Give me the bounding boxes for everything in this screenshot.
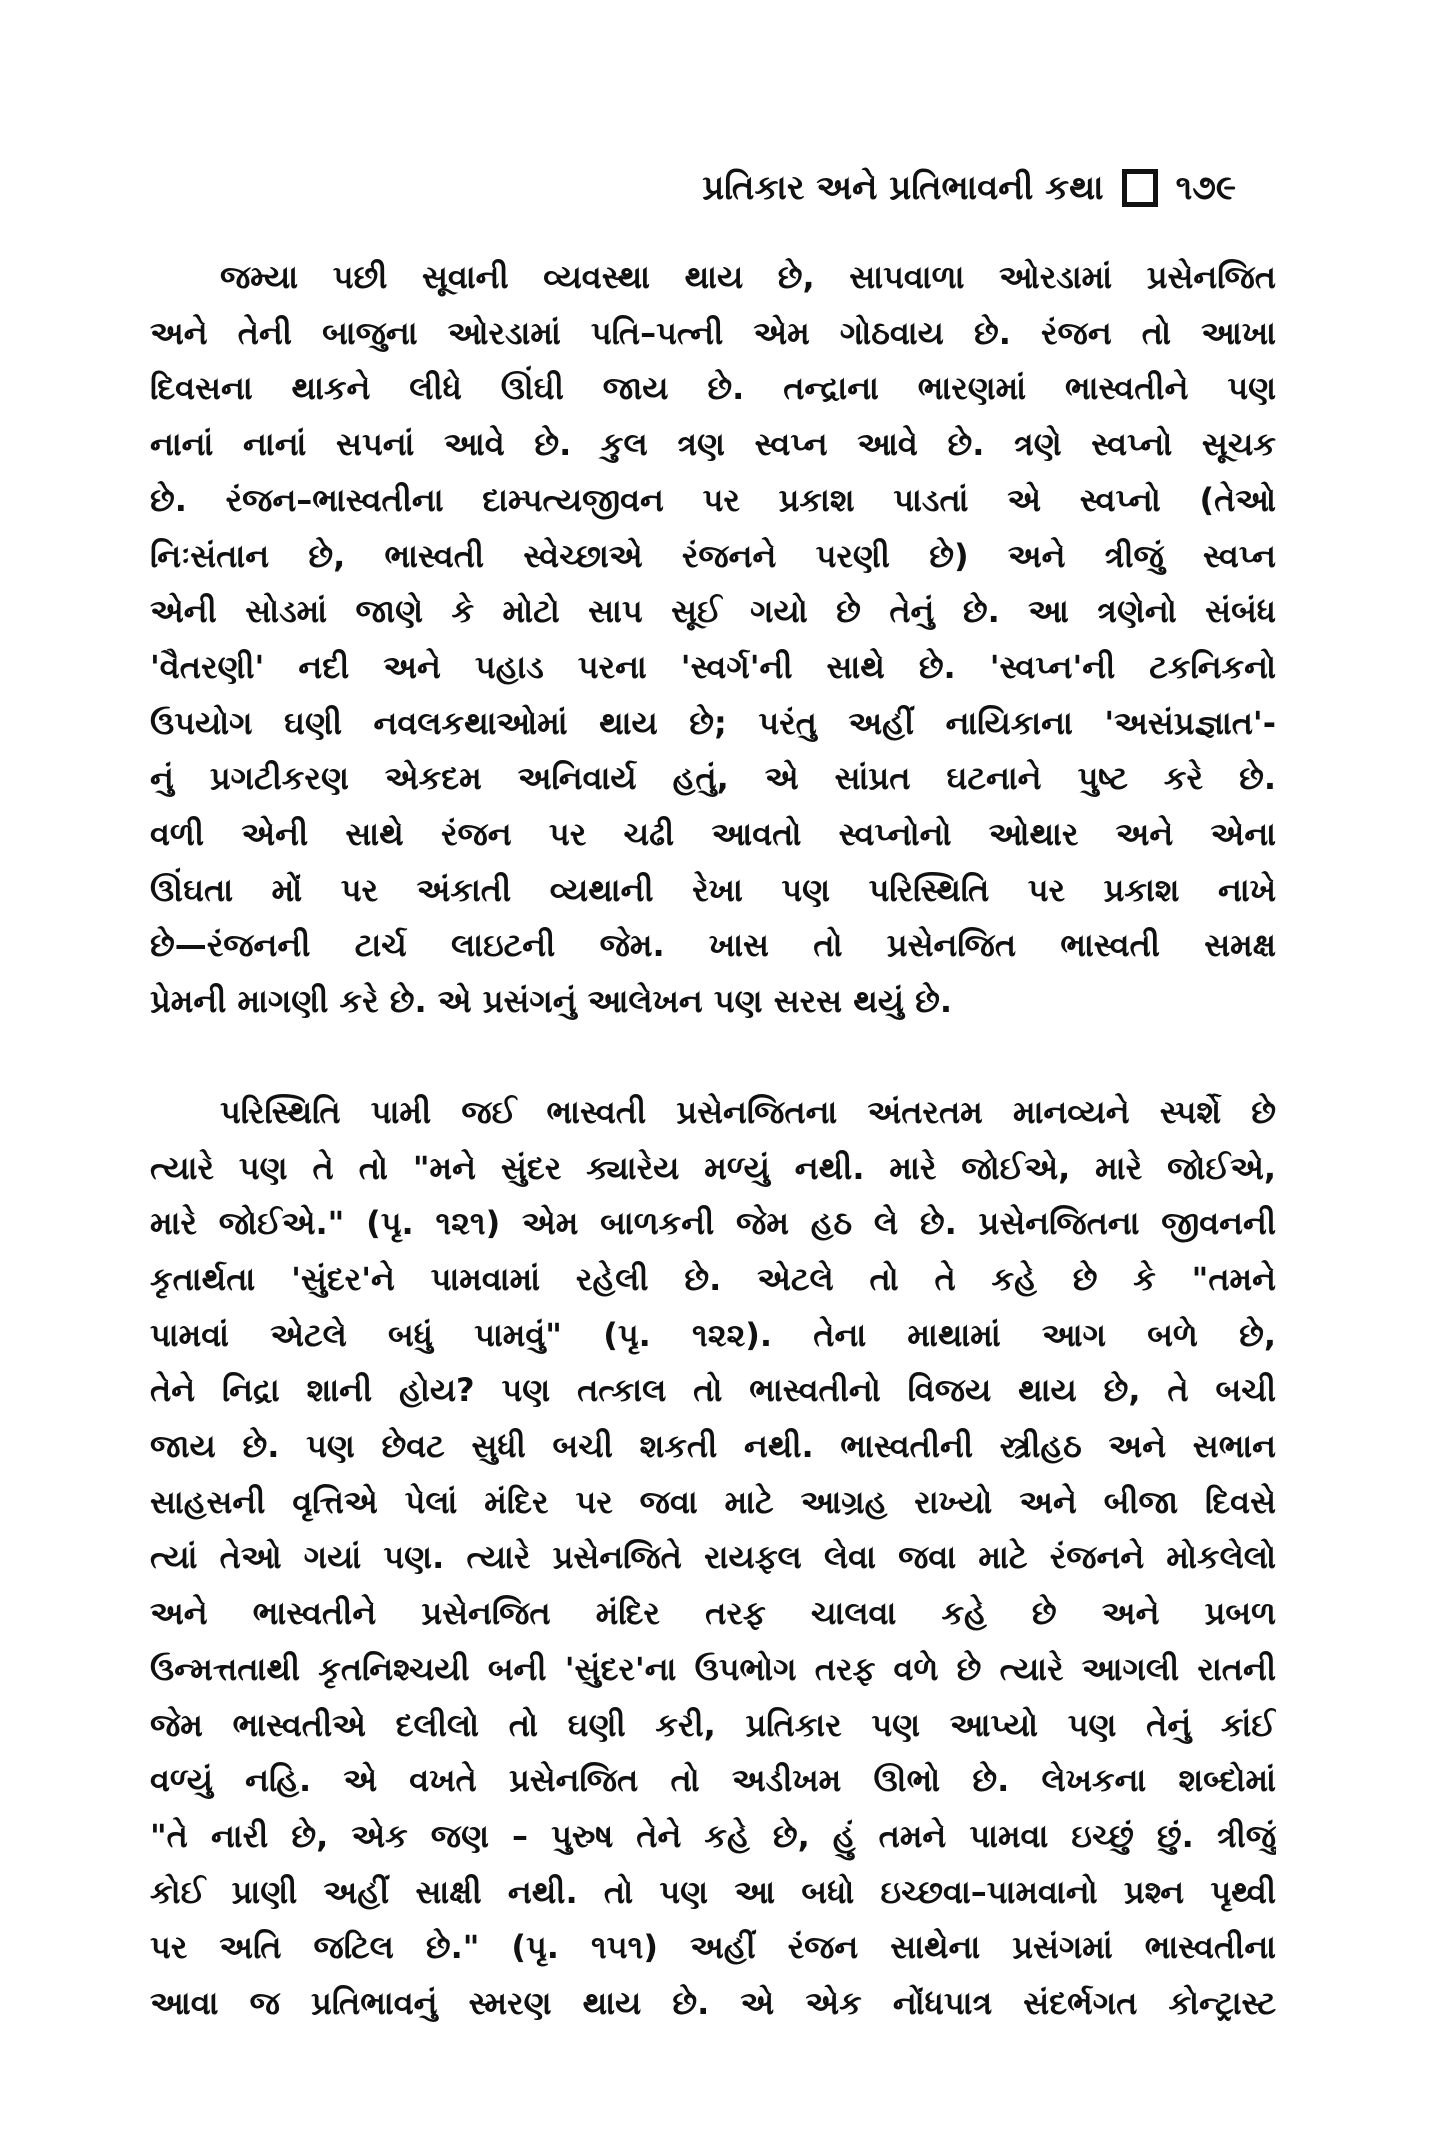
text-line: છે. રંજન–ભાસ્વતીના દામ્પત્યજીવન પર પ્રકાશ પાડતાં એ સ્વપ્નો (તેઓ bbox=[150, 480, 1276, 519]
text-line: નાનાં નાનાં સપનાં આવે છે. કુલ ત્રણ સ્વપ્ન આવે છે. ત્રણે સ્વપ્નો સૂચક bbox=[150, 425, 1276, 464]
text-line: ત્યારે પણ તે તો "મને સુંદર ક્યારેય મળ્યું નથી. મારે જોઈએ, મારે જોઈએ, bbox=[150, 1148, 1276, 1187]
text-line: નું પ્રગટીકરણ એકદમ અનિવાર્ય હતું, એ સાંપ્રત ઘટનાને પુષ્ટ કરે છે. bbox=[150, 759, 1276, 798]
text-line: જાય છે. પણ છેવટ સુધી બચી શકતી નથી. ભાસ્વતીની સ્ત્રીહઠ અને સભાન bbox=[150, 1427, 1276, 1466]
page-number: ૧૭૯ bbox=[1175, 168, 1236, 208]
paragraph-2 bbox=[150, 1085, 1276, 2032]
text-line: પામવાં એટલે બધું પામવું" (પૃ. ૧૨૨). તેના માથામાં આગ બળે છે, bbox=[150, 1315, 1276, 1354]
text-line: ઉન્મત્તતાથી કૃતનિશ્ચયી બની 'સુંદર'ના ઉપભોગ તરફ વળે છે ત્યારે આગલી રાતની bbox=[150, 1649, 1276, 1688]
text-line: નિઃસંતાન છે, ભાસ્વતી સ્વેચ્છાએ રંજનને પરણી છે) અને ત્રીજું સ્વપ્ન bbox=[150, 536, 1276, 575]
paragraph-1 bbox=[150, 250, 1276, 1030]
text-line: દિવસના થાકને લીધે ઊંઘી જાય છે. તન્દ્રાના ભારણમાં ભાસ્વતીને પણ bbox=[150, 369, 1276, 408]
text-line: પ્રેમની માગણી કરે છે. એ પ્રસંગનું આલેખન પણ સરસ થયું છે. bbox=[150, 982, 953, 1021]
text-line: સાહસની વૃત્તિએ પેલાં મંદિર પર જવા માટે આગ્રહ રાખ્યો અને બીજા દિવસે bbox=[150, 1482, 1276, 1521]
text-line: ત્યાં તેઓ ગયાં પણ. ત્યારે પ્રસેનજિતે રાયફલ લેવા જવા માટે રંજનને મોકલેલો bbox=[150, 1538, 1276, 1577]
text-line: પરિસ્થિતિ પામી જઈ ભાસ્વતી પ્રસેનજિતના અંતરતમ માનવ્યને સ્પર્શે છે bbox=[220, 1092, 1276, 1131]
running-title: પ્રતિકાર અને પ્રતિભાવની કથા bbox=[702, 168, 1104, 208]
text-line: ઊંઘતા મોં પર અંકાતી વ્યથાની રેખા પણ પરિસ્થિતિ પર પ્રકાશ નાખે bbox=[150, 870, 1276, 909]
text-line: અને તેની બાજુના ઓરડામાં પતિ–પત્ની એમ ગોઠવાય છે. રંજન તો આખા bbox=[150, 313, 1276, 352]
text-line: કૃતાર્થતા 'સુંદર'ને પામવામાં રહેલી છે. એટલે તો તે કહે છે કે "તમને bbox=[150, 1259, 1276, 1298]
text-line: મારે જોઈએ." (પૃ. ૧૨૧) એમ બાળકની જેમ હઠ લે છે. પ્રસેનજિતના જીવનની bbox=[150, 1204, 1276, 1243]
text-line: અને ભાસ્વતીને પ્રસેનજિત મંદિર તરફ ચાલવા કહે છે અને પ્રબળ bbox=[150, 1594, 1276, 1633]
text-line: વળી એની સાથે રંજન પર ચઢી આવતો સ્વપ્નોનો ઓથાર અને એના bbox=[150, 815, 1276, 854]
header-box-ornament bbox=[1122, 169, 1158, 207]
text-line: ઉપયોગ ઘણી નવલકથાઓમાં થાય છે; પરંતુ અહીં નાયિકાના 'અસંપ્રજ્ઞાત'- bbox=[150, 703, 1276, 742]
text-line: કોઈ પ્રાણી અહીં સાક્ષી નથી. તો પણ આ બધો ઇચ્છવા–પામવાનો પ્રશ્ન પૃથ્વી bbox=[150, 1872, 1276, 1911]
text-line: પર અતિ જટિલ છે." (પૃ. ૧૫૧) અહીં રંજન સાથેના પ્રસંગમાં ભાસ્વતીના bbox=[150, 1928, 1276, 1967]
text-line: આવા જ પ્રતિભાવનું સ્મરણ થાય છે. એ એક નોંધપાત્ર સંદર્ભગત કોન્ટ્રાસ્ટ bbox=[150, 1984, 1276, 2023]
text-line: 'વૈતરણી' નદી અને પહાડ પરના 'સ્વર્ગ'ની સાથે છે. 'સ્વપ્ન'ની ટકનિકનો bbox=[150, 647, 1276, 686]
body-text bbox=[150, 250, 1276, 2032]
text-line: વળ્યું નહિ. એ વખતે પ્રસેનજિત તો અડીખમ ઊભો છે. લેખકના શબ્દોમાં bbox=[150, 1761, 1276, 1800]
text-line: છે—રંજનની ટાર્ચ લાઇટની જેમ. ખાસ તો પ્રસેનજિત ભાસ્વતી સમક્ષ bbox=[150, 926, 1276, 965]
text-line: એની સોડમાં જાણે કે મોટો સાપ સૂઈ ગયો છે તેનું છે. આ ત્રણેનો સંબંધ bbox=[150, 592, 1276, 631]
text-line: "તે નારી છે, એક જણ – પુરુષ તેને કહે છે, હું તમને પામવા ઇચ્છું છું. ત્રીજું bbox=[150, 1816, 1276, 1855]
text-line: જેમ ભાસ્વતીએ દલીલો તો ઘણી કરી, પ્રતિકાર પણ આપ્યો પણ તેનું કાંઈ bbox=[150, 1705, 1276, 1744]
text-line: તેને નિદ્રા શાની હોય? પણ તત્કાલ તો ભાસ્વતીનો વિજય થાય છે, તે બચી bbox=[150, 1371, 1276, 1410]
running-header bbox=[200, 158, 1236, 218]
text-line: જમ્યા પછી સૂવાની વ્યવસ્થા થાય છે, સાપવાળા ઓરડામાં પ્રસેનજિત bbox=[220, 258, 1276, 296]
